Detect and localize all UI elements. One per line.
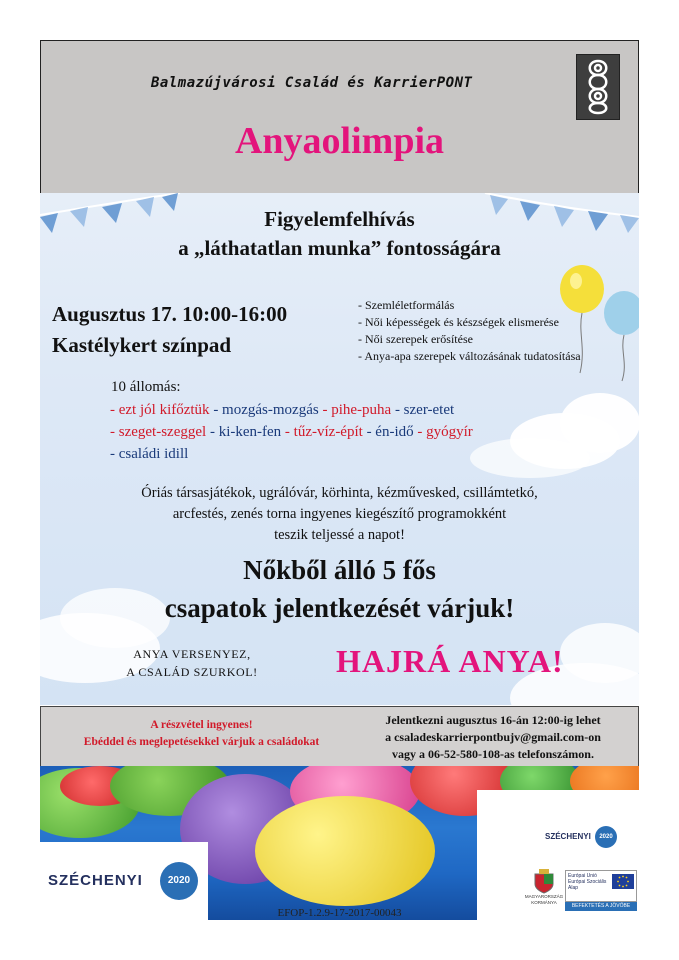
info-panel — [40, 706, 639, 767]
stations-line-3 — [110, 443, 188, 465]
hu-line-1: MAGYARORSZÁG — [524, 894, 564, 899]
registration-email: a csaladeskarrierpontbujv@gmail.com-on — [385, 730, 601, 744]
station-label: - gyógyír — [413, 424, 473, 440]
knot-logo-icon — [576, 54, 620, 120]
project-code: EFOP-1.2.9-17-2017-00043 — [277, 907, 402, 919]
cheer-text: HAJRÁ ANYA! — [336, 643, 564, 679]
event-venue: Kastélykert színpad — [52, 333, 232, 357]
station-label: - szeget-szeggel — [110, 424, 207, 440]
lead-heading — [40, 205, 639, 263]
call-to-action — [40, 551, 639, 627]
goals-list — [358, 297, 581, 365]
station-label: - pihe-puha — [318, 402, 392, 418]
eu-line-1: Európai Unió — [568, 873, 597, 879]
info-right-line-1: Jelentkezni augusztus 16-án 12:00-ig lehet — [385, 713, 601, 727]
list-item: - Női képességek és készségek elismerése — [358, 315, 559, 329]
info-left-line-1: A részvétel ingyenes! — [150, 719, 253, 731]
list-item: - Anya-apa szerepek változásának tudatosítása — [358, 349, 581, 363]
cta-line-1: Nőkből álló 5 fős — [243, 555, 436, 585]
slogan-line-1: ANYA VERSENYEZ, — [133, 647, 251, 661]
eu-line-2: Európai Szociális — [568, 879, 607, 885]
cloud-shape — [470, 438, 590, 478]
eu-logo — [565, 870, 637, 902]
station-label: - ezt jól kifőztük — [110, 402, 210, 418]
lead-line-1: Figyelemfelhívás — [264, 207, 415, 231]
station-label: - én-idő — [362, 424, 414, 440]
stations-line-1 — [110, 399, 454, 421]
list-item: - Szemléletformálás — [358, 298, 455, 312]
main-panel — [40, 193, 639, 705]
szechenyi-text: SZÉCHENYI — [48, 872, 143, 889]
station-label: - tűz-víz-épít — [281, 424, 363, 440]
event-date: Augusztus 17. 10:00-16:00 — [52, 302, 288, 326]
program-description — [40, 483, 639, 546]
hungary-government-label — [521, 894, 567, 906]
stations-heading: 10 állomás: — [111, 379, 181, 395]
location-pin-icon — [160, 862, 198, 900]
eu-line-3: Alap — [568, 885, 579, 891]
event-title: Anyaolimpia — [234, 120, 445, 162]
desc-line-1: Óriás társasjátékok, ugrálóvár, körhinta, kézművesked, csillámtetkó, — [141, 485, 538, 501]
desc-line-2: arcfestés, zenés torna ingyenes kiegészítő programokként — [172, 506, 507, 522]
header-panel — [40, 40, 639, 194]
date-venue-block — [52, 299, 287, 361]
info-left-line-2: Ebéddel és meglepetésekkel várjuk a családokat — [83, 736, 320, 748]
szechenyi-year: 2020 — [167, 875, 191, 886]
desc-line-3: teszik teljessé a napot! — [274, 527, 405, 543]
szechenyi-small-year: 2020 — [599, 834, 613, 840]
registration-phone: vagy a 06-52-580-108-as telefonszámon. — [392, 747, 594, 761]
balloon-shape — [255, 796, 435, 906]
registration-info — [353, 712, 633, 763]
stations-line-2 — [110, 421, 473, 443]
balloons-photo — [40, 766, 639, 920]
eu-funding-badge — [477, 790, 639, 920]
cta-line-2: csapatok jelentkezését várjuk! — [164, 593, 515, 623]
eu-flag-icon — [612, 874, 634, 889]
station-label: - ki-ken-fen — [206, 424, 282, 440]
list-item: - Női szerepek erősítése — [358, 332, 473, 346]
free-participation-note — [49, 717, 354, 751]
station-label: - szer-etet — [391, 402, 455, 418]
station-label: - mozgás-mozgás — [209, 402, 319, 418]
lead-line-2: a „láthatatlan munka” fontosságára — [178, 236, 501, 260]
poster — [40, 40, 639, 920]
slogan-line-2: A CSALÁD SZURKOL! — [126, 665, 258, 679]
eu-label — [568, 873, 606, 891]
eu-investment-strip: BEFEKTETÉS A JÖVŐBE — [565, 902, 637, 911]
hu-line-2: KORMÁNYA — [531, 900, 557, 905]
location-pin-icon — [595, 826, 617, 848]
station-label: - családi idill — [110, 446, 189, 462]
slogan — [102, 645, 282, 681]
organization-name: Balmazújvárosi Család és KarrierPONT — [151, 75, 473, 91]
szechenyi-small-text: SZÉCHENYI — [545, 832, 591, 841]
